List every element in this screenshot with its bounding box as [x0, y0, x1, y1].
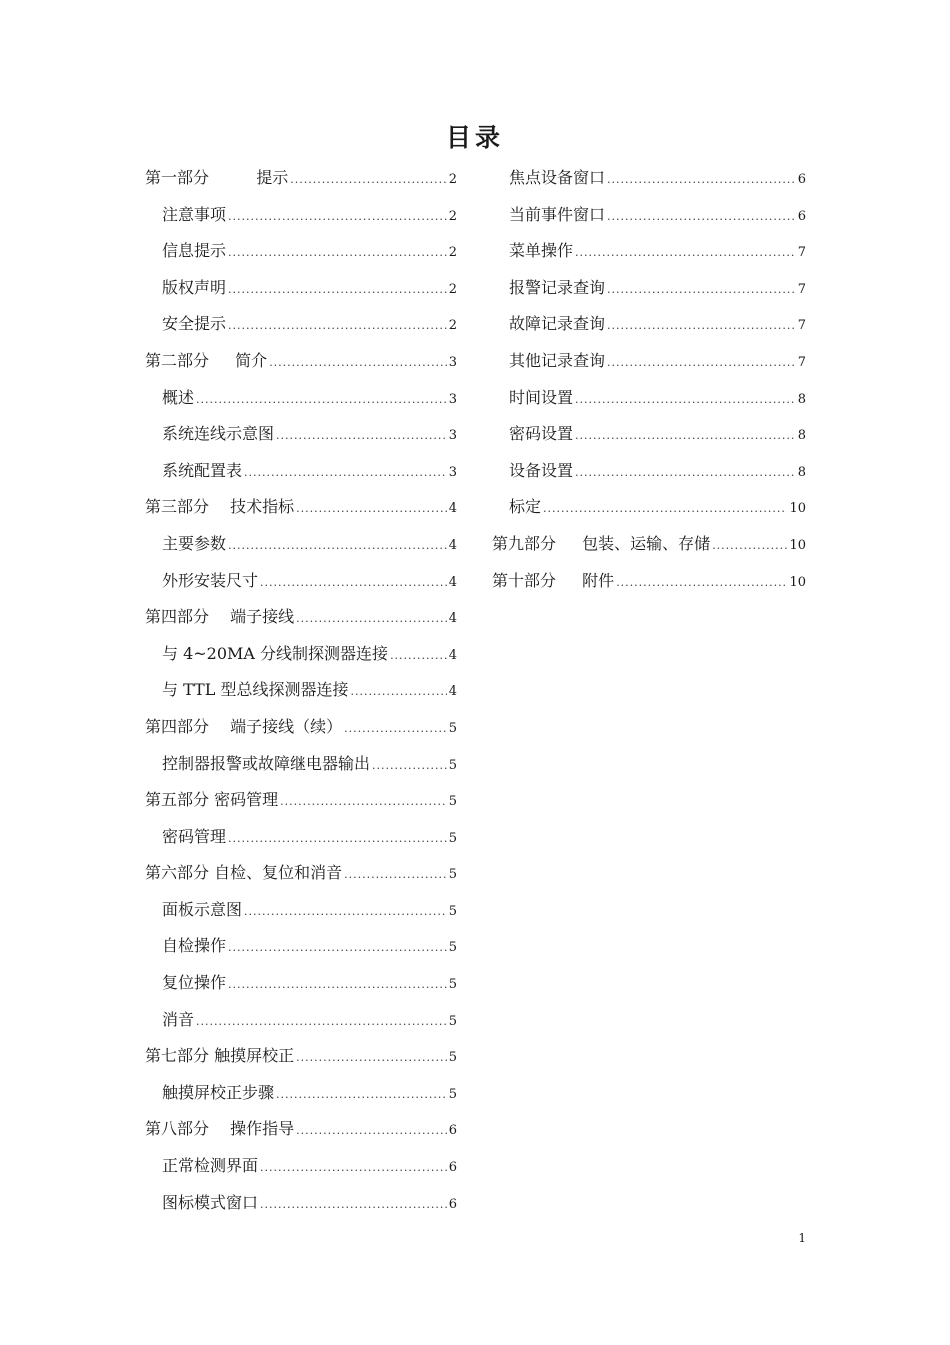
- toc-dot-leader: [260, 565, 447, 602]
- toc-dot-leader: [228, 967, 447, 1004]
- toc-subsection-entry: [492, 233, 806, 270]
- toc-entry-label: 标定: [509, 497, 542, 517]
- toc-section-entry: [145, 1111, 457, 1148]
- toc-entry-page: 2: [448, 318, 457, 334]
- toc-subsection-entry: [492, 416, 806, 453]
- toc-entry-page: 6: [448, 1196, 457, 1212]
- toc-dot-leader: [350, 674, 446, 711]
- toc-dot-leader: [228, 199, 447, 236]
- toc-entry-label: 正常检测界面: [162, 1156, 259, 1176]
- toc-dot-leader: [607, 272, 796, 309]
- toc-subsection-entry: [145, 965, 457, 1002]
- toc-dot-leader: [228, 821, 447, 858]
- toc-entry-label: 触摸屏校正步骤: [162, 1082, 275, 1102]
- toc-entry-page: 5: [448, 940, 457, 956]
- toc-entry-label: 第四部分 端子接线: [145, 607, 295, 627]
- toc-entry-page: 6: [797, 208, 806, 224]
- toc-subsection-entry: [145, 233, 457, 270]
- toc-subsection-entry: [492, 343, 806, 380]
- toc-subsection-entry: [145, 746, 457, 783]
- toc-entry-label: 消音: [162, 1009, 195, 1029]
- toc-section-entry: [145, 599, 457, 636]
- toc-entry-label: 第七部分 触摸屏校正: [145, 1046, 295, 1066]
- toc-dot-leader: [296, 601, 447, 638]
- toc-entry-page: 5: [448, 794, 457, 810]
- toc-entry-page: 10: [789, 574, 806, 590]
- toc-entry-page: 10: [789, 501, 806, 517]
- toc-section-entry: [145, 709, 457, 746]
- toc-entry-page: 4: [448, 537, 457, 553]
- toc-subsection-entry: [145, 1075, 457, 1112]
- toc-dot-leader: [244, 455, 447, 492]
- toc-entry-page: 7: [797, 281, 806, 297]
- toc-dot-leader: [390, 638, 447, 675]
- toc-dot-leader: [575, 382, 796, 419]
- toc-entry-label: 第九部分 包装、运输、存储: [492, 533, 711, 553]
- toc-subsection-entry: [145, 270, 457, 307]
- toc-section-entry: [145, 343, 457, 380]
- toc-subsection-entry: [145, 306, 457, 343]
- toc-subsection-entry: [145, 380, 457, 417]
- toc-dot-leader: [712, 528, 787, 565]
- toc-entry-label: 控制器报警或故障继电器输出: [162, 753, 371, 773]
- page-number: 1: [798, 1231, 806, 1245]
- toc-dot-leader: [607, 162, 796, 199]
- toc-entry-label: 密码管理: [162, 826, 227, 846]
- toc-entry-page: 7: [797, 354, 806, 370]
- toc-dot-leader: [228, 528, 447, 565]
- toc-subsection-entry: [492, 306, 806, 343]
- toc-section-entry: [492, 563, 806, 600]
- toc-entry-label: 第十部分 附件: [492, 570, 615, 590]
- toc-dot-leader: [196, 382, 447, 419]
- toc-entry-label: 其他记录查询: [509, 350, 606, 370]
- toc-subsection-entry: [145, 1185, 457, 1222]
- toc-subsection-entry: [492, 270, 806, 307]
- toc-entry-page: 5: [448, 867, 457, 883]
- toc-entry-page: 5: [448, 757, 457, 773]
- toc-entry-label: 注意事项: [162, 204, 227, 224]
- toc-entry-label: 系统连线示意图: [162, 424, 275, 444]
- toc-dot-leader: [244, 894, 447, 931]
- toc-subsection-entry: [492, 160, 806, 197]
- toc-dot-leader: [607, 345, 796, 382]
- toc-entry-label: 概述: [162, 387, 195, 407]
- toc-entry-label: 菜单操作: [509, 241, 574, 261]
- toc-subsection-entry: [492, 380, 806, 417]
- toc-entry-page: 4: [448, 647, 457, 663]
- toc-dot-leader: [290, 162, 446, 199]
- toc-entry-label: 当前事件窗口: [509, 204, 606, 224]
- toc-dot-leader: [372, 748, 447, 785]
- toc-entry-page: 6: [448, 1123, 457, 1139]
- toc-dot-leader: [607, 308, 796, 345]
- toc-entry-page: 2: [448, 172, 457, 187]
- toc-entry-page: 5: [448, 977, 457, 993]
- toc-entry-label: 第四部分 端子接线（续）: [145, 716, 343, 736]
- toc-dot-leader: [575, 235, 796, 272]
- toc-dot-leader: [575, 455, 796, 492]
- toc-entry-label: 版权声明: [162, 277, 227, 297]
- toc-section-entry: [145, 782, 457, 819]
- toc-entry-page: 3: [448, 391, 457, 407]
- toc-dot-leader: [296, 1113, 447, 1150]
- toc-entry-label: 面板示意图: [162, 899, 243, 919]
- toc-entry-label: 设备设置: [509, 460, 574, 480]
- toc-dot-leader: [296, 1040, 447, 1077]
- toc-entry-page: 6: [797, 172, 806, 187]
- toc-entry-page: 6: [448, 1160, 457, 1176]
- toc-entry-label: 故障记录查询: [509, 314, 606, 334]
- toc-entry-page: 4: [448, 611, 457, 627]
- toc-subsection-entry: [492, 453, 806, 490]
- toc-dot-leader: [196, 1004, 447, 1041]
- toc-entry-label: 主要参数: [162, 533, 227, 553]
- toc-entry-page: 10: [789, 537, 806, 553]
- toc-entry-page: 5: [448, 1013, 457, 1029]
- toc-dot-leader: [276, 418, 447, 455]
- toc-title: 目录: [445, 123, 504, 152]
- toc-entry-page: 2: [448, 245, 457, 261]
- toc-dot-leader: [344, 711, 447, 748]
- toc-entry-label: 第六部分 自检、复位和消音: [145, 863, 343, 883]
- toc-subsection-entry: [145, 819, 457, 856]
- toc-dot-leader: [228, 308, 447, 345]
- toc-section-entry: [492, 526, 806, 563]
- toc-entry-page: 4: [448, 501, 457, 517]
- toc-entry-page: 5: [448, 1086, 457, 1102]
- toc-section-entry: [145, 160, 457, 197]
- toc-subsection-entry: [145, 453, 457, 490]
- toc-entry-label: 与 TTL 型总线探测器连接: [162, 680, 349, 700]
- toc-entry-label: 第五部分 密码管理: [145, 790, 279, 810]
- toc-entry-label: 第一部分 提示: [145, 168, 289, 187]
- toc-entry-label: 焦点设备窗口: [509, 168, 606, 187]
- toc-dot-leader: [260, 1187, 447, 1224]
- toc-entry-page: 5: [448, 1050, 457, 1066]
- toc-entry-page: 8: [797, 464, 806, 480]
- toc-dot-leader: [260, 1150, 447, 1187]
- toc-dot-leader: [228, 235, 447, 272]
- toc-entry-page: 7: [797, 245, 806, 261]
- toc-dot-leader: [280, 784, 447, 821]
- toc-entry-label: 报警记录查询: [509, 277, 606, 297]
- toc-entry-page: 3: [448, 354, 457, 370]
- toc-subsection-entry: [145, 892, 457, 929]
- toc-dot-leader: [269, 345, 447, 382]
- toc-dot-leader: [228, 272, 447, 309]
- toc-entry-label: 系统配置表: [162, 460, 243, 480]
- toc-dot-leader: [575, 418, 796, 455]
- toc-entry-page: 5: [448, 720, 457, 736]
- toc-entry-page: 3: [448, 464, 457, 480]
- toc-entry-page: 4: [448, 684, 457, 700]
- toc-dot-leader: [543, 491, 787, 528]
- toc-subsection-entry: [492, 197, 806, 234]
- toc-subsection-entry: [145, 416, 457, 453]
- toc-subsection-entry: [145, 672, 457, 709]
- toc-entry-label: 第三部分 技术指标: [145, 497, 295, 517]
- toc-entry-page: 3: [448, 428, 457, 444]
- toc-subsection-entry: [145, 526, 457, 563]
- toc-subsection-entry: [492, 489, 806, 526]
- toc-entry-page: 5: [448, 830, 457, 846]
- toc-subsection-entry: [145, 636, 457, 673]
- toc-subsection-entry: [145, 563, 457, 600]
- toc-dot-leader: [616, 565, 787, 602]
- toc-subsection-entry: [145, 197, 457, 234]
- toc-right-column: [492, 160, 806, 599]
- toc-entry-label: 自检操作: [162, 936, 227, 956]
- toc-entry-label: 密码设置: [509, 424, 574, 444]
- toc-dot-leader: [344, 857, 447, 894]
- toc-section-entry: [145, 855, 457, 892]
- toc-dot-leader: [276, 1077, 447, 1114]
- toc-entry-page: 8: [797, 391, 806, 407]
- toc-entry-label: 图标模式窗口: [162, 1192, 259, 1212]
- toc-entry-label: 信息提示: [162, 241, 227, 261]
- toc-entry-page: 2: [448, 208, 457, 224]
- toc-left-column: [145, 160, 457, 1221]
- toc-section-entry: [145, 1038, 457, 1075]
- toc-entry-label: 第二部分 简介: [145, 350, 268, 370]
- toc-entry-page: 8: [797, 428, 806, 444]
- toc-dot-leader: [607, 199, 796, 236]
- toc-entry-page: 7: [797, 318, 806, 334]
- toc-dot-leader: [228, 930, 447, 967]
- toc-entry-label: 复位操作: [162, 973, 227, 993]
- toc-entry-label: 安全提示: [162, 314, 227, 334]
- toc-subsection-entry: [145, 1002, 457, 1039]
- toc-entry-page: 2: [448, 281, 457, 297]
- toc-entry-label: 与 4~20MA 分线制探测器连接: [162, 643, 389, 663]
- toc-section-entry: [145, 489, 457, 526]
- toc-entry-page: 4: [448, 574, 457, 590]
- toc-entry-page: 5: [448, 903, 457, 919]
- toc-entry-label: 第八部分 操作指导: [145, 1119, 295, 1139]
- toc-dot-leader: [296, 491, 447, 528]
- toc-entry-label: 时间设置: [509, 387, 574, 407]
- toc-subsection-entry: [145, 928, 457, 965]
- toc-subsection-entry: [145, 1148, 457, 1185]
- toc-entry-label: 外形安装尺寸: [162, 570, 259, 590]
